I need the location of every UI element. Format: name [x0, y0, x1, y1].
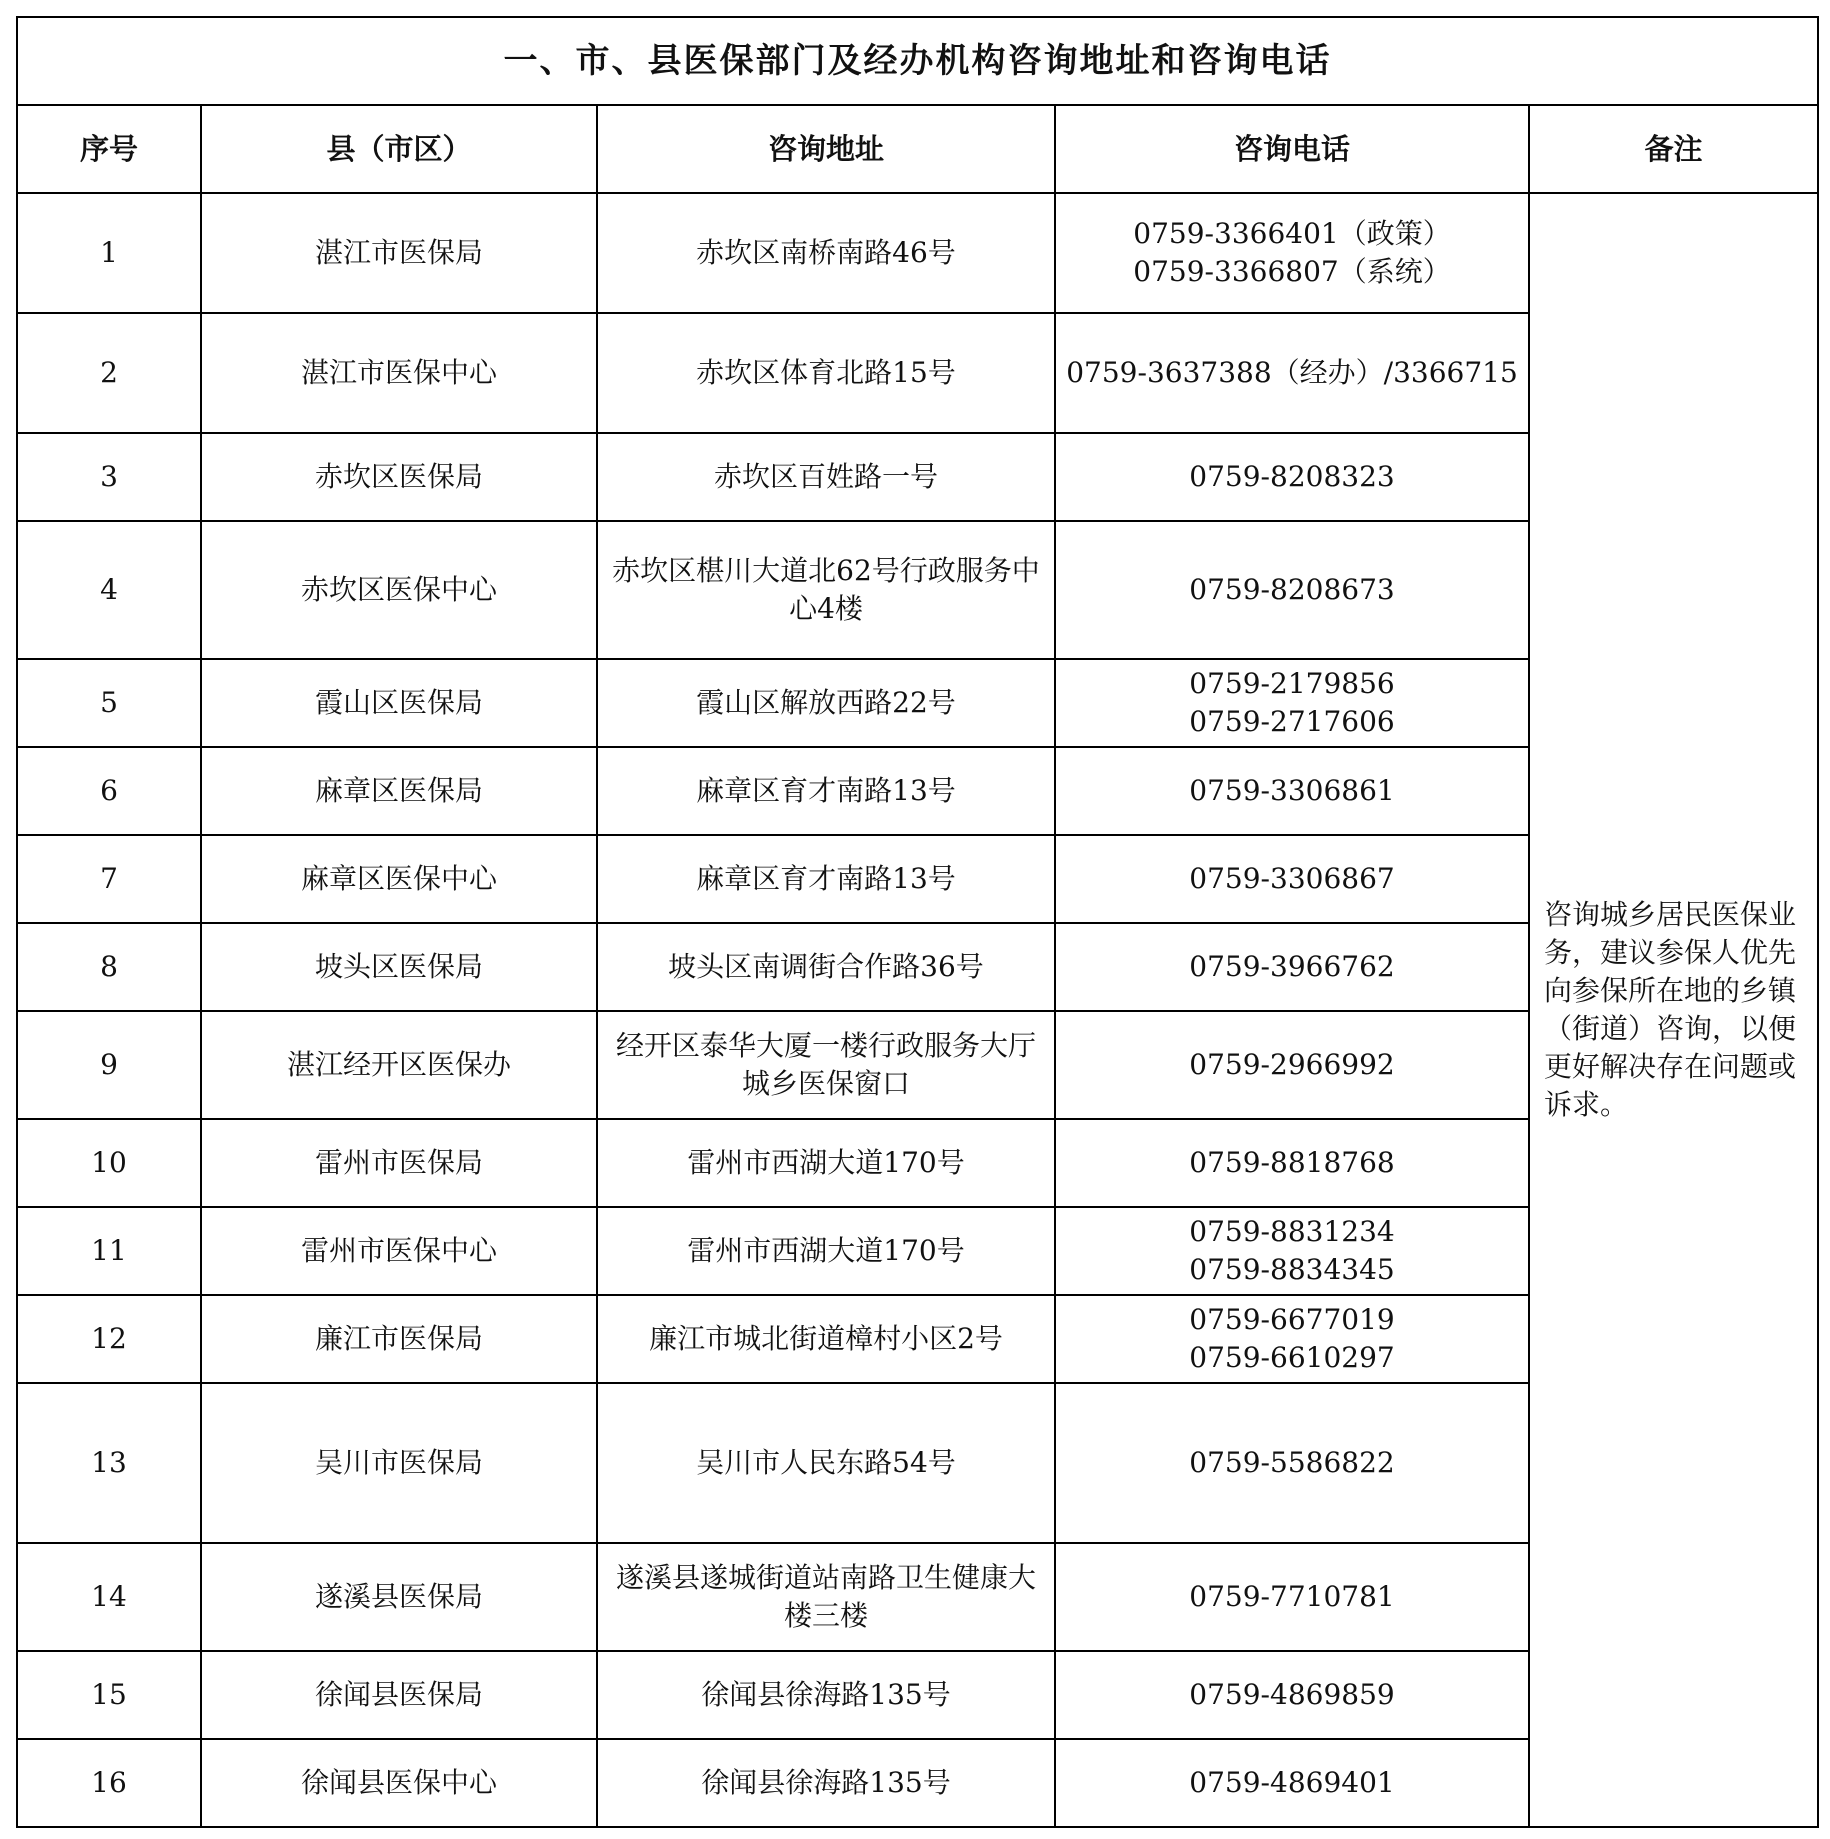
phone-number: 0759-6610297 [1189, 1341, 1395, 1374]
row-county: 坡头区医保局 [201, 923, 597, 1011]
row-phone [1055, 1011, 1529, 1119]
table-body [17, 193, 1818, 1827]
row-index: 5 [17, 659, 201, 747]
row-phone [1055, 1651, 1529, 1739]
row-address: 赤坎区南桥南路46号 [597, 193, 1055, 313]
row-index: 7 [17, 835, 201, 923]
row-index: 10 [17, 1119, 201, 1207]
title-row [17, 17, 1818, 105]
row-address: 徐闻县徐海路135号 [597, 1739, 1055, 1827]
row-index: 15 [17, 1651, 201, 1739]
header-county: 县（市区） [201, 105, 597, 193]
row-index: 14 [17, 1543, 201, 1651]
row-phone [1055, 521, 1529, 659]
row-index: 11 [17, 1207, 201, 1295]
row-index: 8 [17, 923, 201, 1011]
table-row [17, 193, 1818, 313]
row-phone [1055, 923, 1529, 1011]
row-county: 湛江市医保中心 [201, 313, 597, 433]
phone-number: 0759-2179856 [1189, 667, 1395, 700]
phone-number: 0759-7710781 [1189, 1580, 1395, 1613]
row-index: 4 [17, 521, 201, 659]
row-county: 麻章区医保局 [201, 747, 597, 835]
table-title: 一、市、县医保部门及经办机构咨询地址和咨询电话 [17, 17, 1818, 105]
row-phone [1055, 1295, 1529, 1383]
phone-number: 0759-8831234 [1189, 1215, 1395, 1248]
row-county: 徐闻县医保局 [201, 1651, 597, 1739]
row-index: 1 [17, 193, 201, 313]
phone-number: 0759-3306861 [1189, 774, 1395, 807]
row-county: 遂溪县医保局 [201, 1543, 597, 1651]
header-note: 备注 [1529, 105, 1818, 193]
row-address: 廉江市城北街道樟村小区2号 [597, 1295, 1055, 1383]
row-address: 赤坎区百姓路一号 [597, 433, 1055, 521]
row-phone [1055, 1739, 1529, 1827]
row-index: 12 [17, 1295, 201, 1383]
row-county: 赤坎区医保中心 [201, 521, 597, 659]
phone-number: 0759-3366401（政策） [1133, 217, 1451, 250]
row-county: 湛江经开区医保办 [201, 1011, 597, 1119]
phone-number: 0759-8208323 [1189, 460, 1395, 493]
phone-number: 0759-8834345 [1189, 1253, 1395, 1286]
header-phone: 咨询电话 [1055, 105, 1529, 193]
row-county: 雷州市医保局 [201, 1119, 597, 1207]
phone-number: 0759-3966762 [1189, 950, 1395, 983]
row-county: 吴川市医保局 [201, 1383, 597, 1543]
row-phone [1055, 747, 1529, 835]
row-address: 赤坎区体育北路15号 [597, 313, 1055, 433]
row-address: 经开区泰华大厦一楼行政服务大厅城乡医保窗口 [597, 1011, 1055, 1119]
phone-number: 0759-2717606 [1189, 705, 1395, 738]
row-phone [1055, 433, 1529, 521]
row-county: 麻章区医保中心 [201, 835, 597, 923]
row-index: 13 [17, 1383, 201, 1543]
row-address: 坡头区南调街合作路36号 [597, 923, 1055, 1011]
phone-number: 0759-3306867 [1189, 862, 1395, 895]
row-index: 2 [17, 313, 201, 433]
phone-number: 0759-6677019 [1189, 1303, 1395, 1336]
row-county: 雷州市医保中心 [201, 1207, 597, 1295]
row-county: 霞山区医保局 [201, 659, 597, 747]
row-address: 霞山区解放西路22号 [597, 659, 1055, 747]
phone-number: 0759-8208673 [1189, 573, 1395, 606]
header-index: 序号 [17, 105, 201, 193]
contact-table [16, 16, 1819, 1828]
phone-number: 0759-2966992 [1189, 1048, 1395, 1081]
row-county: 徐闻县医保中心 [201, 1739, 597, 1827]
phone-number: 0759-8818768 [1189, 1146, 1395, 1179]
row-phone [1055, 659, 1529, 747]
row-index: 6 [17, 747, 201, 835]
row-index: 3 [17, 433, 201, 521]
row-county: 湛江市医保局 [201, 193, 597, 313]
row-address: 雷州市西湖大道170号 [597, 1207, 1055, 1295]
row-address: 麻章区育才南路13号 [597, 835, 1055, 923]
row-county: 廉江市医保局 [201, 1295, 597, 1383]
row-phone [1055, 1383, 1529, 1543]
phone-number: 0759-5586822 [1189, 1446, 1395, 1479]
row-phone [1055, 313, 1529, 433]
phone-number: 0759-4869859 [1189, 1678, 1395, 1711]
phone-number: 0759-3637388（经办）/3366715 [1066, 356, 1518, 389]
row-address: 徐闻县徐海路135号 [597, 1651, 1055, 1739]
row-address: 赤坎区椹川大道北62号行政服务中心4楼 [597, 521, 1055, 659]
row-address: 麻章区育才南路13号 [597, 747, 1055, 835]
row-phone [1055, 1119, 1529, 1207]
row-address: 遂溪县遂城街道站南路卫生健康大楼三楼 [597, 1543, 1055, 1651]
row-phone [1055, 1207, 1529, 1295]
contact-table-sheet [16, 16, 1817, 1828]
row-address: 吴川市人民东路54号 [597, 1383, 1055, 1543]
row-phone [1055, 1543, 1529, 1651]
phone-number: 0759-3366807（系统） [1133, 255, 1451, 288]
note-cell: 咨询城乡居民医保业务，建议参保人优先向参保所在地的乡镇（街道）咨询，以便更好解决存在问题或诉求。 [1529, 193, 1818, 1827]
row-address: 雷州市西湖大道170号 [597, 1119, 1055, 1207]
header-row [17, 105, 1818, 193]
row-phone [1055, 835, 1529, 923]
row-index: 9 [17, 1011, 201, 1119]
row-phone [1055, 193, 1529, 313]
header-address: 咨询地址 [597, 105, 1055, 193]
row-county: 赤坎区医保局 [201, 433, 597, 521]
phone-number: 0759-4869401 [1189, 1766, 1395, 1799]
row-index: 16 [17, 1739, 201, 1827]
